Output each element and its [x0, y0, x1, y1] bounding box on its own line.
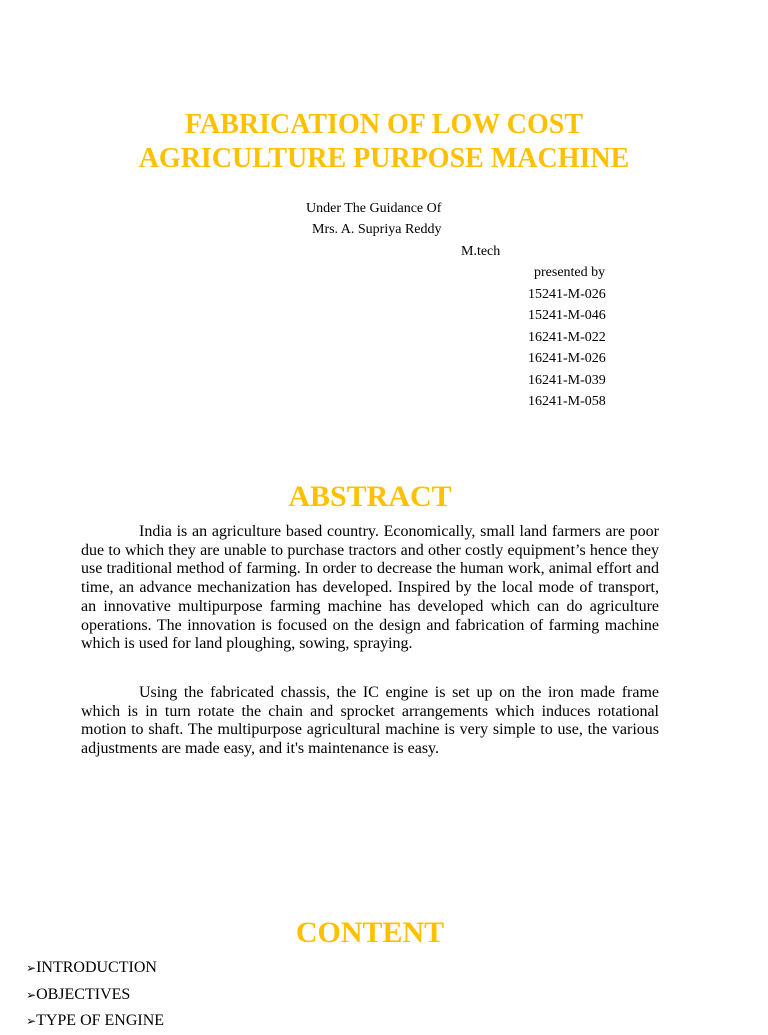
abstract-paragraph-1: India is an agriculture based country. Economically, small land farmers are poor due to which they are unable to purchase tractors and other costly equipment’s hence they use traditional method of farming. In order to decrease the human work, animal effort and time, an advance mechanization has developed. Inspired by the local mode of transport, an innovative multipurpose farming machine has developed which can do agriculture operations. The innovation is focused on the design and fabrication of farming machine which is used for land ploughing, sowing, spraying.: [81, 523, 659, 653]
roll-number: 16241-M-039: [528, 373, 606, 388]
toc-item-label: TYPE OF ENGINE: [36, 1012, 165, 1029]
arrow-bullet-icon: ➢: [26, 961, 37, 975]
toc-item-label: OBJECTIVES: [36, 985, 131, 1003]
abstract-paragraph-2: Using the fabricated chassis, the IC engine is set up on the iron made frame which is in turn rotate the chain and sprocket arrangements which induces rotational motion to shaft. The multipurpose agricultural machine is very simple to use, the various adjustments are made easy, and it's maintenance is easy.: [81, 684, 659, 758]
toc-item: [26, 982, 164, 1009]
abstract-heading: ABSTRACT: [288, 480, 452, 513]
table-of-contents: [26, 955, 164, 1035]
guide-degree: M.tech: [461, 244, 501, 259]
document-title-line-2: AGRICULTURE PURPOSE MACHINE: [138, 143, 630, 174]
presented-by-label: presented by: [534, 265, 606, 280]
guide-name: Mrs. A. Supriya Reddy: [312, 222, 442, 237]
guidance-label: Under The Guidance Of: [306, 201, 442, 216]
toc-item: [26, 1008, 164, 1035]
roll-number: 16241-M-022: [528, 330, 606, 345]
content-heading: CONTENT: [295, 916, 445, 949]
toc-item: [26, 955, 164, 982]
roll-number: 16241-M-026: [528, 351, 606, 366]
arrow-bullet-icon: ➢: [26, 987, 37, 1002]
document-title-line-1: FABRICATION OF LOW COST: [184, 109, 583, 140]
toc-item-label: INTRODUCTION: [36, 959, 157, 976]
roll-number: 15241-M-046: [528, 308, 606, 323]
roll-number: 15241-M-026: [528, 287, 606, 302]
arrow-bullet-icon: ➢: [26, 1014, 37, 1028]
roll-number: 16241-M-058: [528, 394, 606, 409]
